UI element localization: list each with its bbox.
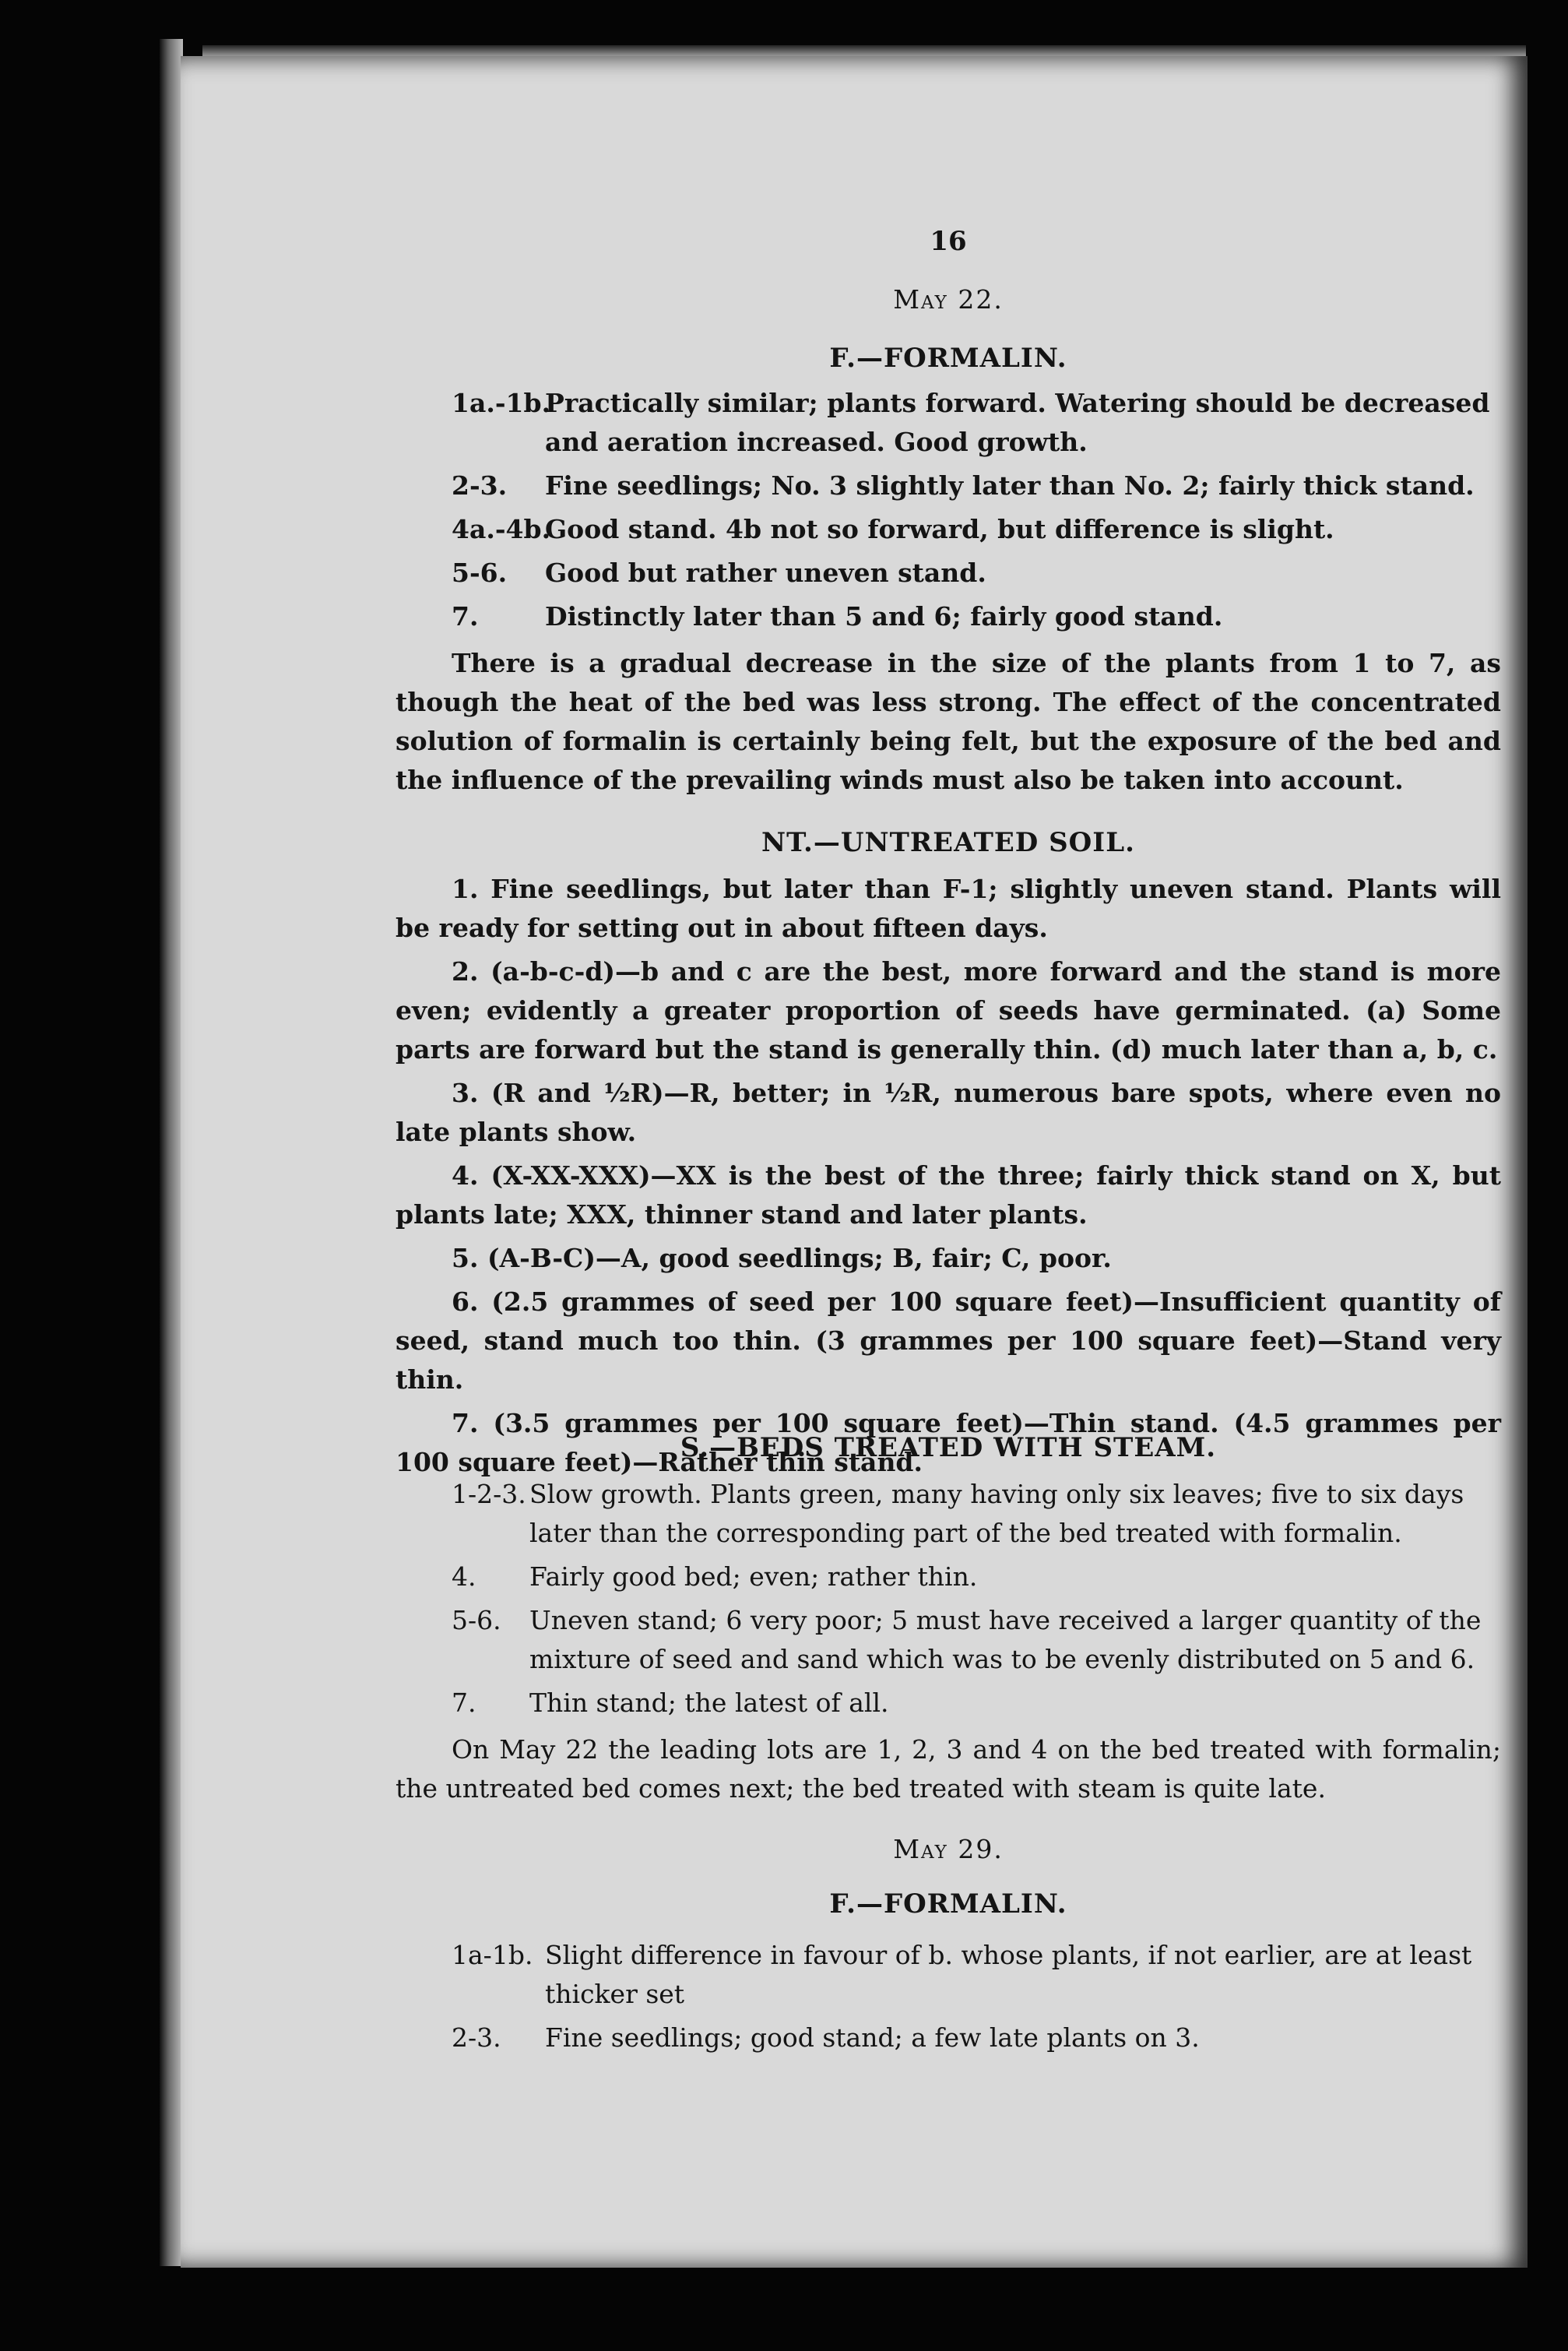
list-item: 4. Fairly good bed; even; rather thin. <box>452 1561 978 1592</box>
list-item: 1a.-1b. Practically similar; plants forward. Watering should be decreased and aeration increased. Good growth. <box>452 388 1490 457</box>
untreated-list <box>396 870 1501 1482</box>
list-item: 2-3. Fine seedlings; No. 3 slightly later than No. 2; fairly thick stand. <box>452 470 1475 501</box>
steam-note: On May 22 the leading lots are 1, 2, 3 and 4 on the bed treated with formalin; the untreated bed comes next; the bed treated with steam is quite late. <box>396 1734 1501 1804</box>
steam-list <box>396 1475 1501 1808</box>
list-item: 4. (X-XX-XXX)—XX is the best of the three; fairly thick stand on X, but plants late; XXX, thinner stand and later plants. <box>396 1160 1501 1230</box>
heading-untreated-soil: NT.—UNTREATED SOIL. <box>761 827 1135 858</box>
list-item: 7. Distinctly later than 5 and 6; fairly good stand. <box>452 601 1223 632</box>
page-number: 16 <box>930 226 967 257</box>
list-item: 6. (2.5 grammes of seed per 100 square feet)—Insufficient quantity of seed, stand much too thin. (3 grammes per 100 square feet)—Stand very thin. <box>396 1286 1501 1395</box>
date-may-22: May 22. <box>893 284 1004 315</box>
list-item: 2-3. Fine seedlings; good stand; a few late plants on 3. <box>452 2022 1200 2053</box>
list-item: 2. (a-b-c-d)—b and c are the best, more forward and the stand is more even; evidently a greater proportion of seeds have germinated. (a) Some parts are forward but the stand is generally thin. (d) much later than a, b, c. <box>396 956 1501 1065</box>
date-may-29: May 29. <box>893 1834 1004 1864</box>
list-item: 7. (3.5 grammes per 100 square feet)—Thin stand. (4.5 grammes per 100 square feet)—Rather thin stand. <box>396 1408 1501 1477</box>
list-item: 7. Thin stand; the latest of all. <box>452 1688 889 1718</box>
formalin-may29-list <box>396 1936 1501 2057</box>
list-item: 1. Fine seedlings, but later than F-1; slightly uneven stand. Plants will be ready for setting out in about fifteen days. <box>396 874 1501 943</box>
list-item: 1-2-3. Slow growth. Plants green, many having only six leaves; five to six days later than the corresponding part of the bed treated with formalin. <box>452 1479 1464 1548</box>
heading-formalin: F.—FORMALIN. <box>829 343 1067 374</box>
list-item: 5-6. Good but rather uneven stand. <box>452 558 986 588</box>
list-item: 4a.-4b. Good stand. 4b not so forward, but difference is slight. <box>452 514 1334 544</box>
formalin-list <box>396 384 1501 800</box>
list-item: 1a-1b. Slight difference in favour of b. whose plants, if not earlier, are at least thicker set <box>452 1940 1472 2009</box>
formalin-note: There is a gradual decrease in the size of the plants from 1 to 7, as though the heat of the bed was less strong. The effect of the concentrated solution of formalin is certainly being felt, but the exposure of the bed and the influence of the prevailing winds must also be taken into account. <box>396 648 1501 795</box>
list-item: 5. (A-B-C)—A, good seedlings; B, fair; C, poor. <box>452 1243 1112 1273</box>
book-binding-edge <box>160 39 183 2266</box>
list-item: 5-6. Uneven stand; 6 very poor; 5 must have received a larger quantity of the mixture of seed and sand which was to be evenly distributed on 5 and 6. <box>452 1605 1482 1674</box>
list-item: 3. (R and ½R)—R, better; in ½R, numerous bare spots, where even no late plants show. <box>396 1078 1501 1147</box>
heading-steam: S.—BEDS TREATED WITH STEAM. <box>680 1432 1217 1463</box>
heading-formalin-may29: F.—FORMALIN. <box>829 1888 1067 1920</box>
